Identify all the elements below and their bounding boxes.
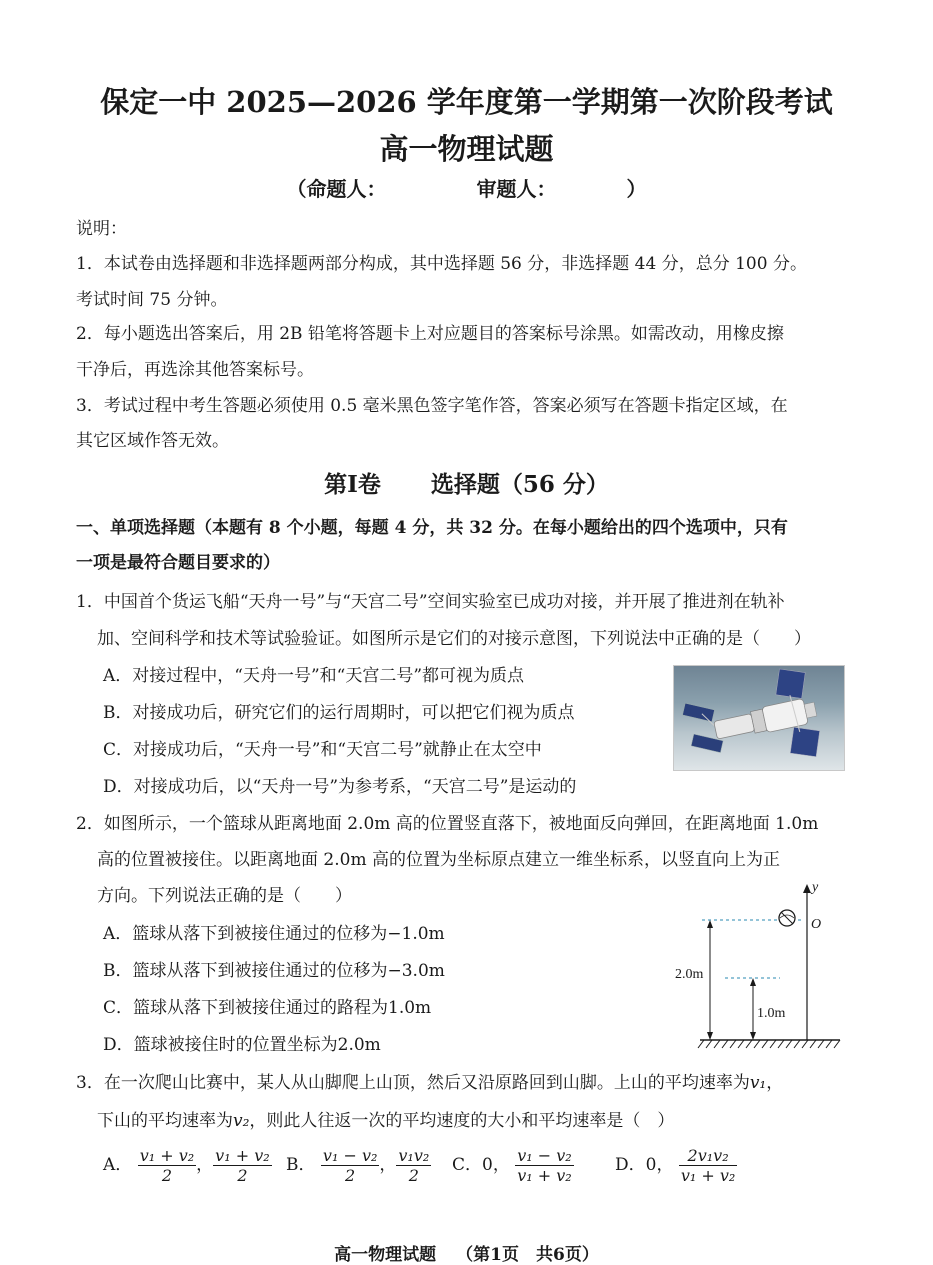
spacecraft-illustration (674, 666, 844, 770)
q2-option-b: B．篮球从落下到被接住通过的位移为−3.0m (103, 961, 445, 981)
q2-stem-line-2: 高的位置被接住。以距离地面 2.0m 高的位置为坐标原点建立一维坐标系，以竖直向上为正 (97, 850, 780, 870)
q3-option-b-label: B． (286, 1155, 316, 1175)
q3-stem-part-2: 下山的平均速率为 (97, 1111, 233, 1131)
q2-option-c: C．篮球从落下到被接住通过的路程为1.0m (103, 998, 432, 1018)
instruction-2-line-2: 干净后，再选涂其他答案标号。 (76, 360, 314, 380)
fraction: $\frac{\text{v₁ + v₂}}{2}$ (215, 1146, 270, 1185)
part-one-line-1: 一、单项选择题（本题有 8 个小题，每题 4 分，共 32 分。在每小题给出的四个选项中，只有 (76, 518, 788, 538)
q1-option-d: D．对接成功后，以“天舟一号”为参考系，“天宫二号”是运动的 (103, 777, 577, 797)
q1-option-b: B．对接成功后，研究它们的运行周期时，可以把它们视为质点 (103, 703, 575, 723)
author-line (0, 173, 933, 202)
instructions-heading: 说明： (76, 219, 127, 239)
basketball-diagram (670, 878, 850, 1053)
q3-option-c-label: C．0， (452, 1155, 510, 1175)
fraction: $\frac{\text{v₁ + v₂}}{2}$ (139, 1146, 195, 1185)
height-2m-label: 2.0m (675, 967, 704, 982)
fraction: $\frac{\text{v₁ − v₂}}{2}$ (322, 1146, 378, 1185)
instruction-2-line-1: 2．每小题选出答案后，用 2B 铅笔将答题卡上对应题目的答案标号涂黑。如需改动，用橡皮擦 (76, 324, 784, 344)
q3-option-a: A． $\frac{\text{v₁ + v₂}}{2}$ ， $\frac{\text{v₁ + v₂}}{2}$ (103, 1146, 270, 1185)
height-1m-label: 1.0m (757, 1006, 786, 1021)
reviewer-label: 审题人： (476, 177, 557, 201)
docking-photo (673, 665, 845, 771)
q3-option-c (452, 1146, 574, 1185)
origin-label: O (811, 917, 822, 932)
part-one-line-2: 一项是最符合题目要求的） (76, 553, 280, 573)
instruction-1-line-2: 考试时间 75 分钟。 (76, 290, 228, 310)
q2-stem-line-3: 方向。下列说法正确的是（ ） (97, 886, 352, 906)
q1-option-c: C．对接成功后，“天舟一号”和“天宫二号”就静止在太空中 (103, 740, 542, 760)
q3-option-d (615, 1146, 737, 1185)
footer-page: （第1页 共6页） (456, 1245, 599, 1265)
q2-option-a: A．篮球从落下到被接住通过的位移为−1.0m (103, 924, 445, 944)
q3-option-d-label: D．0， (615, 1155, 674, 1175)
instruction-3-line-2: 其它区域作答无效。 (76, 431, 229, 451)
section-heading (0, 466, 933, 499)
v2-symbol: v₂ (233, 1111, 250, 1131)
q3-stem-line-2 (97, 1106, 674, 1131)
y-axis-label: y (812, 880, 819, 895)
q1-stem-line-2: 加、空间科学和技术等试验验证。如图所示是它们的对接示意图，下列说法中正确的是（ ） (97, 629, 811, 649)
instruction-3-line-1: 3．考试过程中考生答题必须使用 0.5 毫米黑色签字笔作答，答案必须写在答题卡指定区域，在 (76, 396, 788, 416)
q3-stem-line-1 (76, 1068, 783, 1093)
section-part: 第Ⅰ卷 (324, 471, 381, 498)
instruction-1-line-1: 1．本试卷由选择题和非选择题两部分构成，其中选择题 56 分，非选择题 44 分，总分 100 分。 (76, 254, 807, 274)
fraction: $\frac{\text{2v₁v₂}}{\text{v₁ + v₂}}$ (680, 1146, 736, 1185)
q3-comma: ， (766, 1073, 784, 1093)
exam-subtitle: 高一物理试题 (379, 132, 554, 166)
fraction: $\frac{\text{v₁v₂}}{2}$ (398, 1146, 430, 1185)
q3-option-b: B． $\frac{\text{v₁ − v₂}}{2}$ ， $\frac{\text{v₁v₂}}{2}$ (286, 1146, 430, 1185)
exam-title: 保定一中 2025—2026 学年度第一学期第一次阶段考试 (100, 85, 833, 119)
q2-option-d: D．篮球被接住时的位置坐标为2.0m (103, 1035, 381, 1055)
page-footer (0, 1240, 933, 1265)
footer-subject: 高一物理试题 (334, 1245, 437, 1265)
coordinate-diagram (670, 878, 850, 1053)
q3-option-a-label: A． (103, 1155, 133, 1175)
section-name: 选择题（56 分） (430, 471, 609, 498)
v1-symbol: v₁ (749, 1073, 767, 1093)
close-paren: ） (626, 177, 647, 201)
setter-label: （命题人： (286, 177, 387, 201)
fraction: $\frac{\text{v₁ − v₂}}{\text{v₁ + v₂}}$ (517, 1146, 572, 1185)
q3-stem-part-1: 3．在一次爬山比赛中，某人从山脚爬上山顶，然后又沿原路回到山脚。上山的平均速率为 (76, 1073, 750, 1093)
q1-option-a: A．对接过程中，“天舟一号”和“天宫二号”都可视为质点 (103, 666, 525, 686)
q1-stem-line-1: 1．中国首个货运飞船“天舟一号”与“天宫二号”空间实验室已成功对接，并开展了推进剂在轨补 (76, 592, 785, 612)
q2-stem-line-1: 2．如图所示，一个篮球从距离地面 2.0m 高的位置竖直落下，被地面反向弹回，在距离地面 1.0m (76, 814, 819, 834)
q3-stem-part-3: ，则此人往返一次的平均速度的大小和平均速率是（ ） (249, 1111, 675, 1131)
